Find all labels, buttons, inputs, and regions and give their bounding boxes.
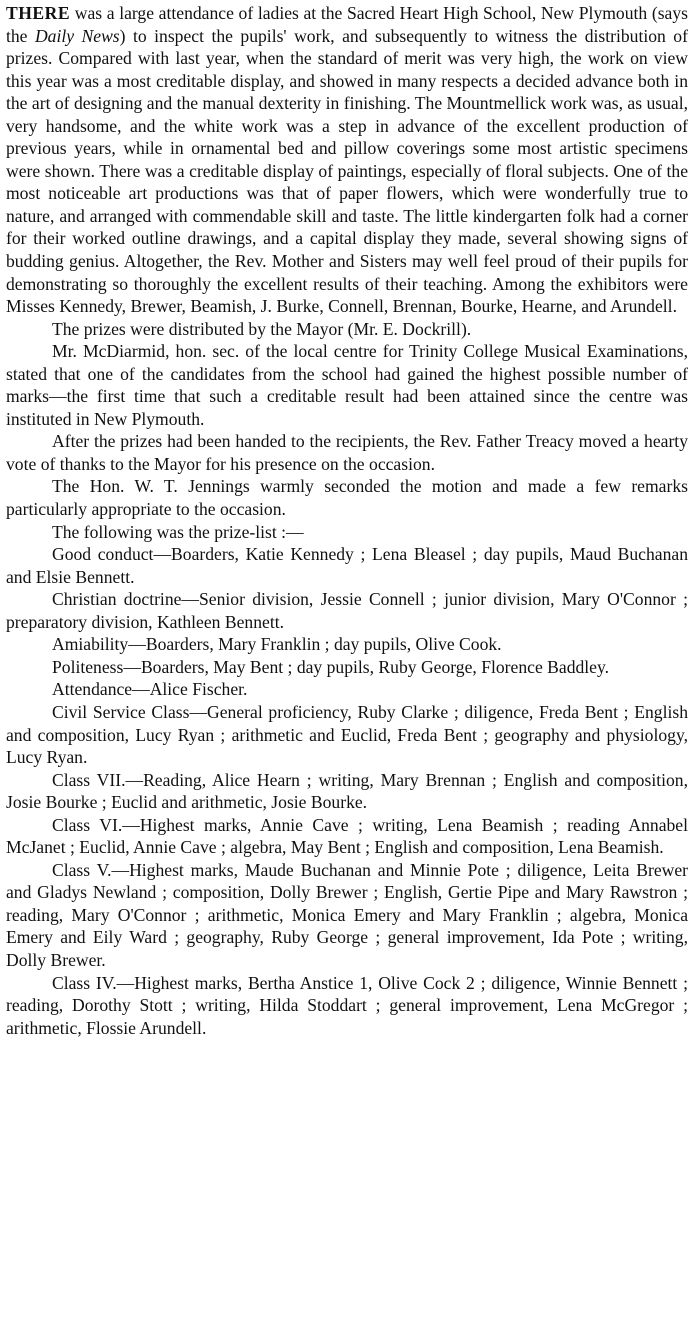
intro-paragraph — [6, 2, 688, 318]
article-column — [6, 2, 688, 1039]
paragraph-vote-of-thanks: After the prizes had been handed to the recipients, the Rev. Father Treacy moved a hearty vote of thanks to the Mayor for his presence on the occasion. — [6, 431, 688, 474]
prize-good-conduct: Good conduct—Boarders, Katie Kennedy ; Lena Bleasel ; day pupils, Maud Buchanan and Elsie Bennett. — [6, 544, 688, 587]
prize-class-vi: Class VI.—Highest marks, Annie Cave ; writing, Lena Beamish ; reading Annabel McJanet ; Euclid, Annie Cave ; algebra, May Bent ; English and composition, Lena Beamish. — [6, 814, 688, 858]
prize-class-iv: Class IV.—Highest marks, Bertha Anstice 1, Olive Cock 2 ; diligence, Winnie Bennett ; reading, Dorothy Stott ; writing, Hilda Stoddart ; general improvement, Lena McGregor ; arithmetic, Flossie Arundell. — [6, 972, 688, 1038]
intro-text-part-2: ) to inspect the pupils' work, and subsequently to witness the distribution of prizes. Compared with last year, when the standard of merit was very high, the work on view this year was a most creditable display, and showed in many respects a decided advance both in the art of designing and the manual dexterity in finishing. The Mountmellick work was, as usual, very handsome, and the white work was a step in advance of the excellent production of previous years, while in ornamental bed and pillow coverings some most artistic specimens were shown. There was a creditable display of paintings, especially of floral subjects. One of the most noticeable art productions was that of paper flowers, which were wonderfully true to nature, and arranged with commendable skill and taste. The little kindergarten folk had a corner for their worked outline drawings, and a capital display they made, several showing signs of budding genius. Altogether, the Rev. Mother and Sisters may well feel proud of their pupils for demonstrating so thoroughly the excellent results of their teaching. Among the exhibitors were Misses Kennedy, Brewer, Beamish, J. Burke, Connell, Brennan, Bourke, Hearne, and Arundell. — [6, 25, 688, 317]
prize-attendance: Attendance—Alice Fischer. — [52, 679, 248, 700]
paragraph-prize-list-heading: The following was the prize-list :— — [52, 521, 304, 542]
prize-amiability: Amiability—Boarders, Mary Franklin ; day pupils, Olive Cook. — [52, 634, 502, 655]
newspaper-name: Daily News — [34, 25, 120, 46]
paragraph-jennings: The Hon. W. T. Jennings warmly seconded the motion and made a few remarks particularly appropriate to the occasion. — [6, 476, 688, 520]
intro-text-part-1: was a large attendance of ladies at the Sacred Heart High School, New Plymouth (says the — [6, 3, 688, 46]
prize-class-v: Class V.—Highest marks, Maude Buchanan and Minnie Pote ; diligence, Leita Brewer and Gladys Newland ; composition, Dolly Brewer ; English, Gertie Pipe and Mary Rawstron ; reading, Mary O'Connor ; arithmetic, Monica Emery and Mary Franklin ; algebra, Monica Emery and Eily Ward ; geography, Ruby George ; general improvement, Ida Pote ; writing, Dolly Brewer. — [6, 859, 688, 970]
prize-christian-doctrine: Christian doctrine—Senior division, Jessie Connell ; junior division, Mary O'Connor ; preparatory division, Kathleen Bennett. — [6, 589, 688, 632]
prize-civil-service: Civil Service Class—General proficiency, Ruby Clarke ; diligence, Freda Bent ; English and composition, Lucy Ryan ; arithmetic and Euclid, Freda Bent ; geography and physiology, Lucy Ryan. — [6, 701, 688, 768]
prize-class-vii: Class VII.—Reading, Alice Hearn ; writing, Mary Brennan ; English and composition, Josie Bourke ; Euclid and arithmetic, Josie Bourke. — [6, 769, 688, 813]
lead-word: THERE — [6, 3, 71, 23]
prize-politeness: Politeness—Boarders, May Bent ; day pupils, Ruby George, Florence Baddley. — [52, 656, 610, 677]
paragraph-prize-distribution: The prizes were distributed by the Mayor (Mr. E. Dockrill). — [52, 318, 472, 339]
paragraph-mcdiarmid: Mr. McDiarmid, hon. sec. of the local centre for Trinity College Musical Examinations, stated that one of the candidates from the school had gained the highest possible number of marks—the first time that such a creditable result had been attained since the centre was instituted in New Plymouth. — [6, 341, 688, 429]
